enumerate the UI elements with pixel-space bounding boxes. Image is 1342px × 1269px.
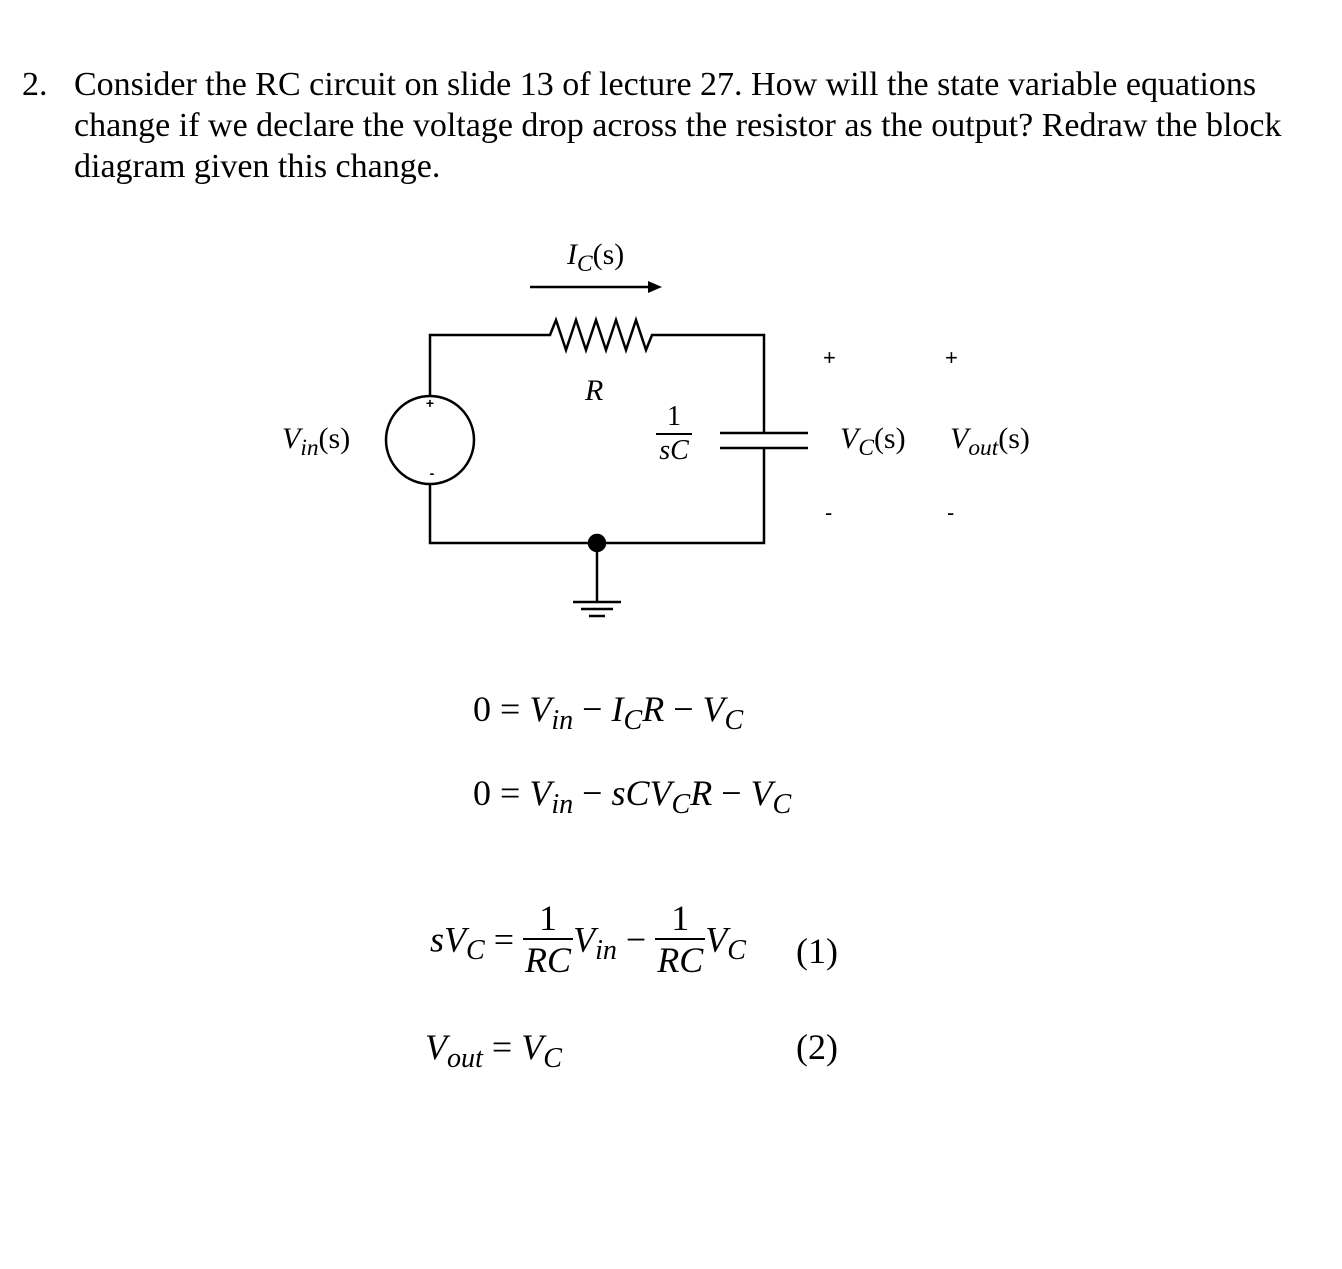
kvl-equation: $0 = V_{in} - I_CR - V_C$: [473, 689, 744, 736]
vc-label: $V_C(s)$: [840, 422, 906, 461]
current-arrow-icon: [530, 281, 662, 293]
equation-tag-1: (1): [796, 931, 838, 971]
capacitor-impedance-label: $\frac{1}{sC}$: [656, 401, 692, 467]
substituted-equation: $0 = V_{in} - sCV_CR - V_C$: [473, 773, 792, 820]
svg-text:+: +: [425, 395, 435, 411]
bottom-wire: [430, 448, 764, 543]
vc-minus-sign: -: [825, 500, 833, 525]
ground-icon: [573, 535, 621, 616]
output-equation: $V_{out} = V_C$: [425, 1027, 562, 1074]
vout-label: $V_{out}(s)$: [950, 422, 1030, 461]
vc-plus-sign: +: [823, 345, 836, 370]
svg-text:-: -: [429, 465, 435, 481]
vout-plus-sign: +: [945, 345, 958, 370]
state-equation: $sV_C$ = $\frac{1}{RC}$ $V_{in}$ − $\frac{1}{RC}$ $V_C$: [430, 898, 746, 980]
equation-tag-2: (2): [796, 1027, 838, 1067]
current-label: $I_C(s)$: [567, 238, 625, 277]
question-text: Consider the RC circuit on slide 13 of lecture 27. How will the state variable equations change if we declare the voltage drop across the resistor as the output? Redraw the block diagram given this change.: [74, 66, 1282, 185]
source-label: $V_{in}(s)$: [282, 422, 351, 461]
voltage-source-icon: [386, 395, 474, 484]
resistor-label: R: [585, 374, 604, 407]
question-number: 2.: [22, 66, 48, 103]
capacitor-icon: [720, 433, 808, 448]
vout-minus-sign: -: [947, 500, 955, 525]
